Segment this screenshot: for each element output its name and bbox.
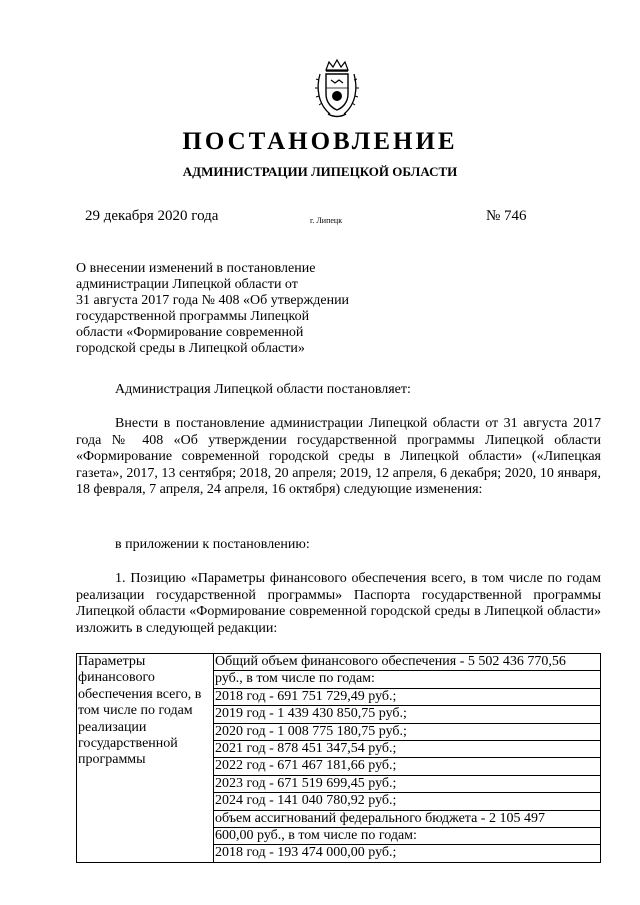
document-date: 29 декабря 2020 года	[85, 208, 219, 224]
subject-line: государственной программы Липецкой	[76, 309, 310, 324]
cell-line: объем ассигнований федерального бюджета - 2 105 497	[214, 810, 600, 827]
cell-line: 2019 год - 1 439 430 850,75 руб.;	[214, 705, 600, 722]
coat-of-arms-emblem	[314, 58, 360, 122]
subject-line: области «Формирование современной	[76, 325, 304, 340]
paragraph-appendix: в приложении к постановлению:	[115, 537, 310, 552]
document-subject	[76, 261, 366, 357]
table-cell-values	[214, 654, 601, 863]
subject-line: О внесении изменений в постановление	[76, 261, 316, 276]
cell-line: обеспечения всего, в	[78, 686, 202, 702]
cell-line: 2020 год - 1 008 775 180,75 руб.;	[214, 723, 600, 740]
cell-line: 2024 год - 141 040 780,92 руб.;	[214, 792, 600, 809]
table-cell-label	[77, 654, 214, 863]
document-city: г. Липецк	[310, 216, 343, 225]
subject-line: администрации Липецкой области от	[76, 277, 298, 292]
cell-line: 2021 год - 878 451 347,54 руб.;	[214, 740, 600, 757]
cell-line: 2018 год - 193 474 000,00 руб.;	[214, 844, 600, 861]
table-row	[77, 654, 601, 863]
cell-line: финансового	[78, 670, 155, 686]
subject-line: городской среды в Липецкой области»	[76, 341, 305, 356]
cell-line: 600,00 руб., в том числе по годам:	[214, 827, 600, 844]
document-title: ПОСТАНОВЛЕНИЕ	[182, 128, 458, 155]
paragraph-resolves: Администрация Липецкой области постановляет:	[115, 382, 411, 397]
cell-line: программы	[78, 752, 146, 768]
cell-line: Общий объем финансового обеспечения - 5 502 436 770,56	[215, 654, 566, 669]
cell-line: реализации	[78, 719, 147, 735]
subject-line: 31 августа 2017 года № 408 «Об утверждении	[76, 293, 350, 308]
document-subtitle: АДМИНИСТРАЦИИ ЛИПЕЦКОЙ ОБЛАСТИ	[182, 164, 458, 179]
cell-line: руб., в том числе по годам:	[214, 670, 600, 687]
cell-line: 2018 год - 691 751 729,49 руб.;	[214, 688, 600, 705]
cell-line: 2023 год - 671 519 699,45 руб.;	[214, 775, 600, 792]
cell-line: Параметры	[78, 654, 146, 669]
cell-line: 2022 год - 671 467 181,66 руб.;	[214, 757, 600, 774]
document-number: № 746	[486, 208, 527, 224]
cell-line: государственной	[78, 736, 178, 752]
cell-line: том числе по годам	[78, 703, 193, 719]
financing-table	[76, 653, 601, 863]
paragraph-item-1: 1. Позицию «Параметры финансового обеспечения всего, в том числе по годам реализации государственной программы» Паспорта государственной программы Липецкой области «Формирование современной городской среды в Липецкой области» изложить в следующей редакции:	[76, 571, 601, 636]
paragraph-amendments: Внести в постановление администрации Липецкой области от 31 августа 2017 года № 408 «Об утверждении государственной программы Липецкой области «Формирование современной городской среды в Липецкой области» («Липецкая газета», 2017, 13 сентября; 2018, 20 апреля; 2019, 12 апреля, 6 декабря; 2020, 10 января, 18 февраля, 7 апреля, 24 апреля, 16 октября) следующие изменения:	[76, 416, 601, 497]
